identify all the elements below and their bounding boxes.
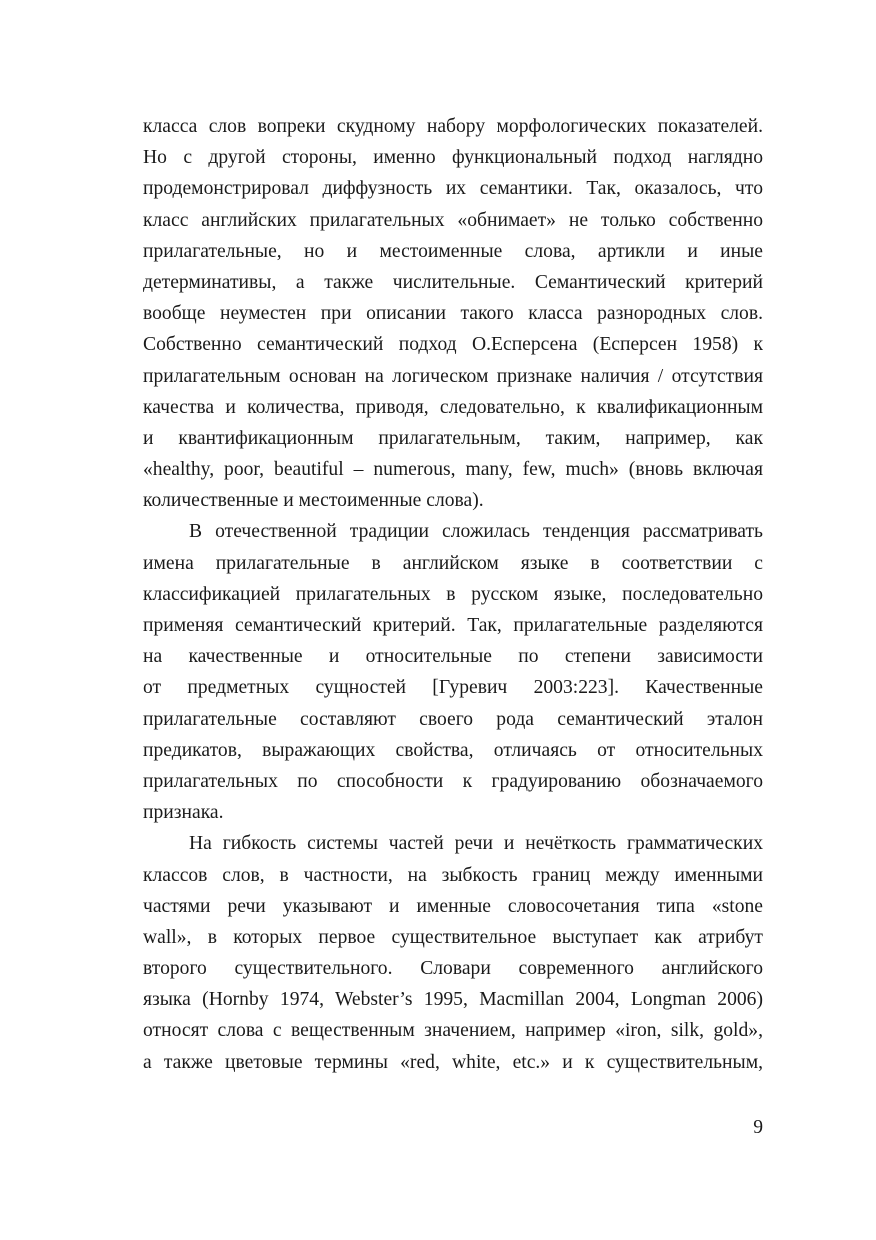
paragraph-3-line-3: частями речи указывают и именные словосочетания типа «stone <box>143 895 763 917</box>
paragraph-1-line-10: качества и количества, приводя, следовательно, к квалификационным <box>143 396 763 418</box>
paragraph-2-line-4: применяя семантический критерий. Так, прилагательные разделяются <box>143 615 763 636</box>
paragraph-1-line-9: прилагательным основан на логическом признаке наличия / отсутствия <box>143 365 763 387</box>
body-text <box>143 111 763 1078</box>
paragraph-2-line-3: классификацией прилагательных в русском языке, последовательно <box>143 583 763 605</box>
paragraph-1-line-13: количественные и местоименные слова). <box>143 490 484 512</box>
paragraph-1-line-6: детерминативы, а также числительные. Семантический критерий <box>143 271 763 293</box>
paragraph-1-line-5: прилагательные, но и местоименные слова, артикли и иные <box>143 240 763 262</box>
paragraph-2-line-5: на качественные и относительные по степени зависимости <box>143 646 763 668</box>
paragraph-2-line-2: имена прилагательные в английском языке в соответствии с <box>143 552 763 574</box>
paragraph-2-line-6: от предметных сущностей [Гуревич 2003:223]. Качественные <box>143 677 763 699</box>
paragraph-3-line-8: а также цветовые термины «red, white, etc.» и к существительным, <box>143 1051 763 1073</box>
paragraph-2-line-10: признака. <box>143 802 224 824</box>
paragraph-2-line-8: предикатов, выражающих свойства, отличаясь от относительных <box>143 739 763 761</box>
paragraph-3-line-5: второго существительного. Словари современного английского <box>143 958 763 980</box>
paragraph-1-line-2: Но с другой стороны, именно функциональный подход наглядно <box>143 147 763 169</box>
page-number: 9 <box>753 1117 763 1138</box>
paragraph-3-line-6: языка (Hornby 1974, Webster’s 1995, Macmillan 2004, Longman 2006) <box>143 989 763 1011</box>
paragraph-2-line-9: прилагательных по способности к градуированию обозначаемого <box>143 770 763 792</box>
paragraph-1-line-7: вообще неуместен при описании такого класса разнородных слов. <box>143 303 763 325</box>
paragraph-1-line-11: и квантификационным прилагательным, таким, например, как <box>143 427 763 449</box>
paragraph-3-line-7: относят слова с вещественным значением, например «iron, silk, gold», <box>143 1020 763 1042</box>
paragraph-2-line-7: прилагательные составляют своего рода семантический эталон <box>143 708 763 730</box>
paragraph-1-line-12: «healthy, poor, beautiful – numerous, many, few, much» (вновь включая <box>143 459 763 481</box>
paragraph-3-line-1: На гибкость системы частей речи и нечёткость грамматических <box>189 833 763 855</box>
paragraph-1-line-1: класса слов вопреки скудному набору морфологических показателей. <box>143 116 763 137</box>
paragraph-1-line-4: класс английских прилагательных «обнимает» не только собственно <box>143 209 763 231</box>
paragraph-1-line-8: Собственно семантический подход О.Есперсена (Есперсен 1958) к <box>143 334 763 356</box>
paragraph-2-line-1: В отечественной традиции сложилась тенденция рассматривать <box>189 521 763 543</box>
paragraph-1-line-3: продемонстрировал диффузность их семантики. Так, оказалось, что <box>143 178 763 200</box>
paragraph-3-line-2: классов слов, в частности, на зыбкость границ между именными <box>143 864 763 886</box>
paragraph-3-line-4: wall», в которых первое существительное выступает как атрибут <box>143 926 763 948</box>
